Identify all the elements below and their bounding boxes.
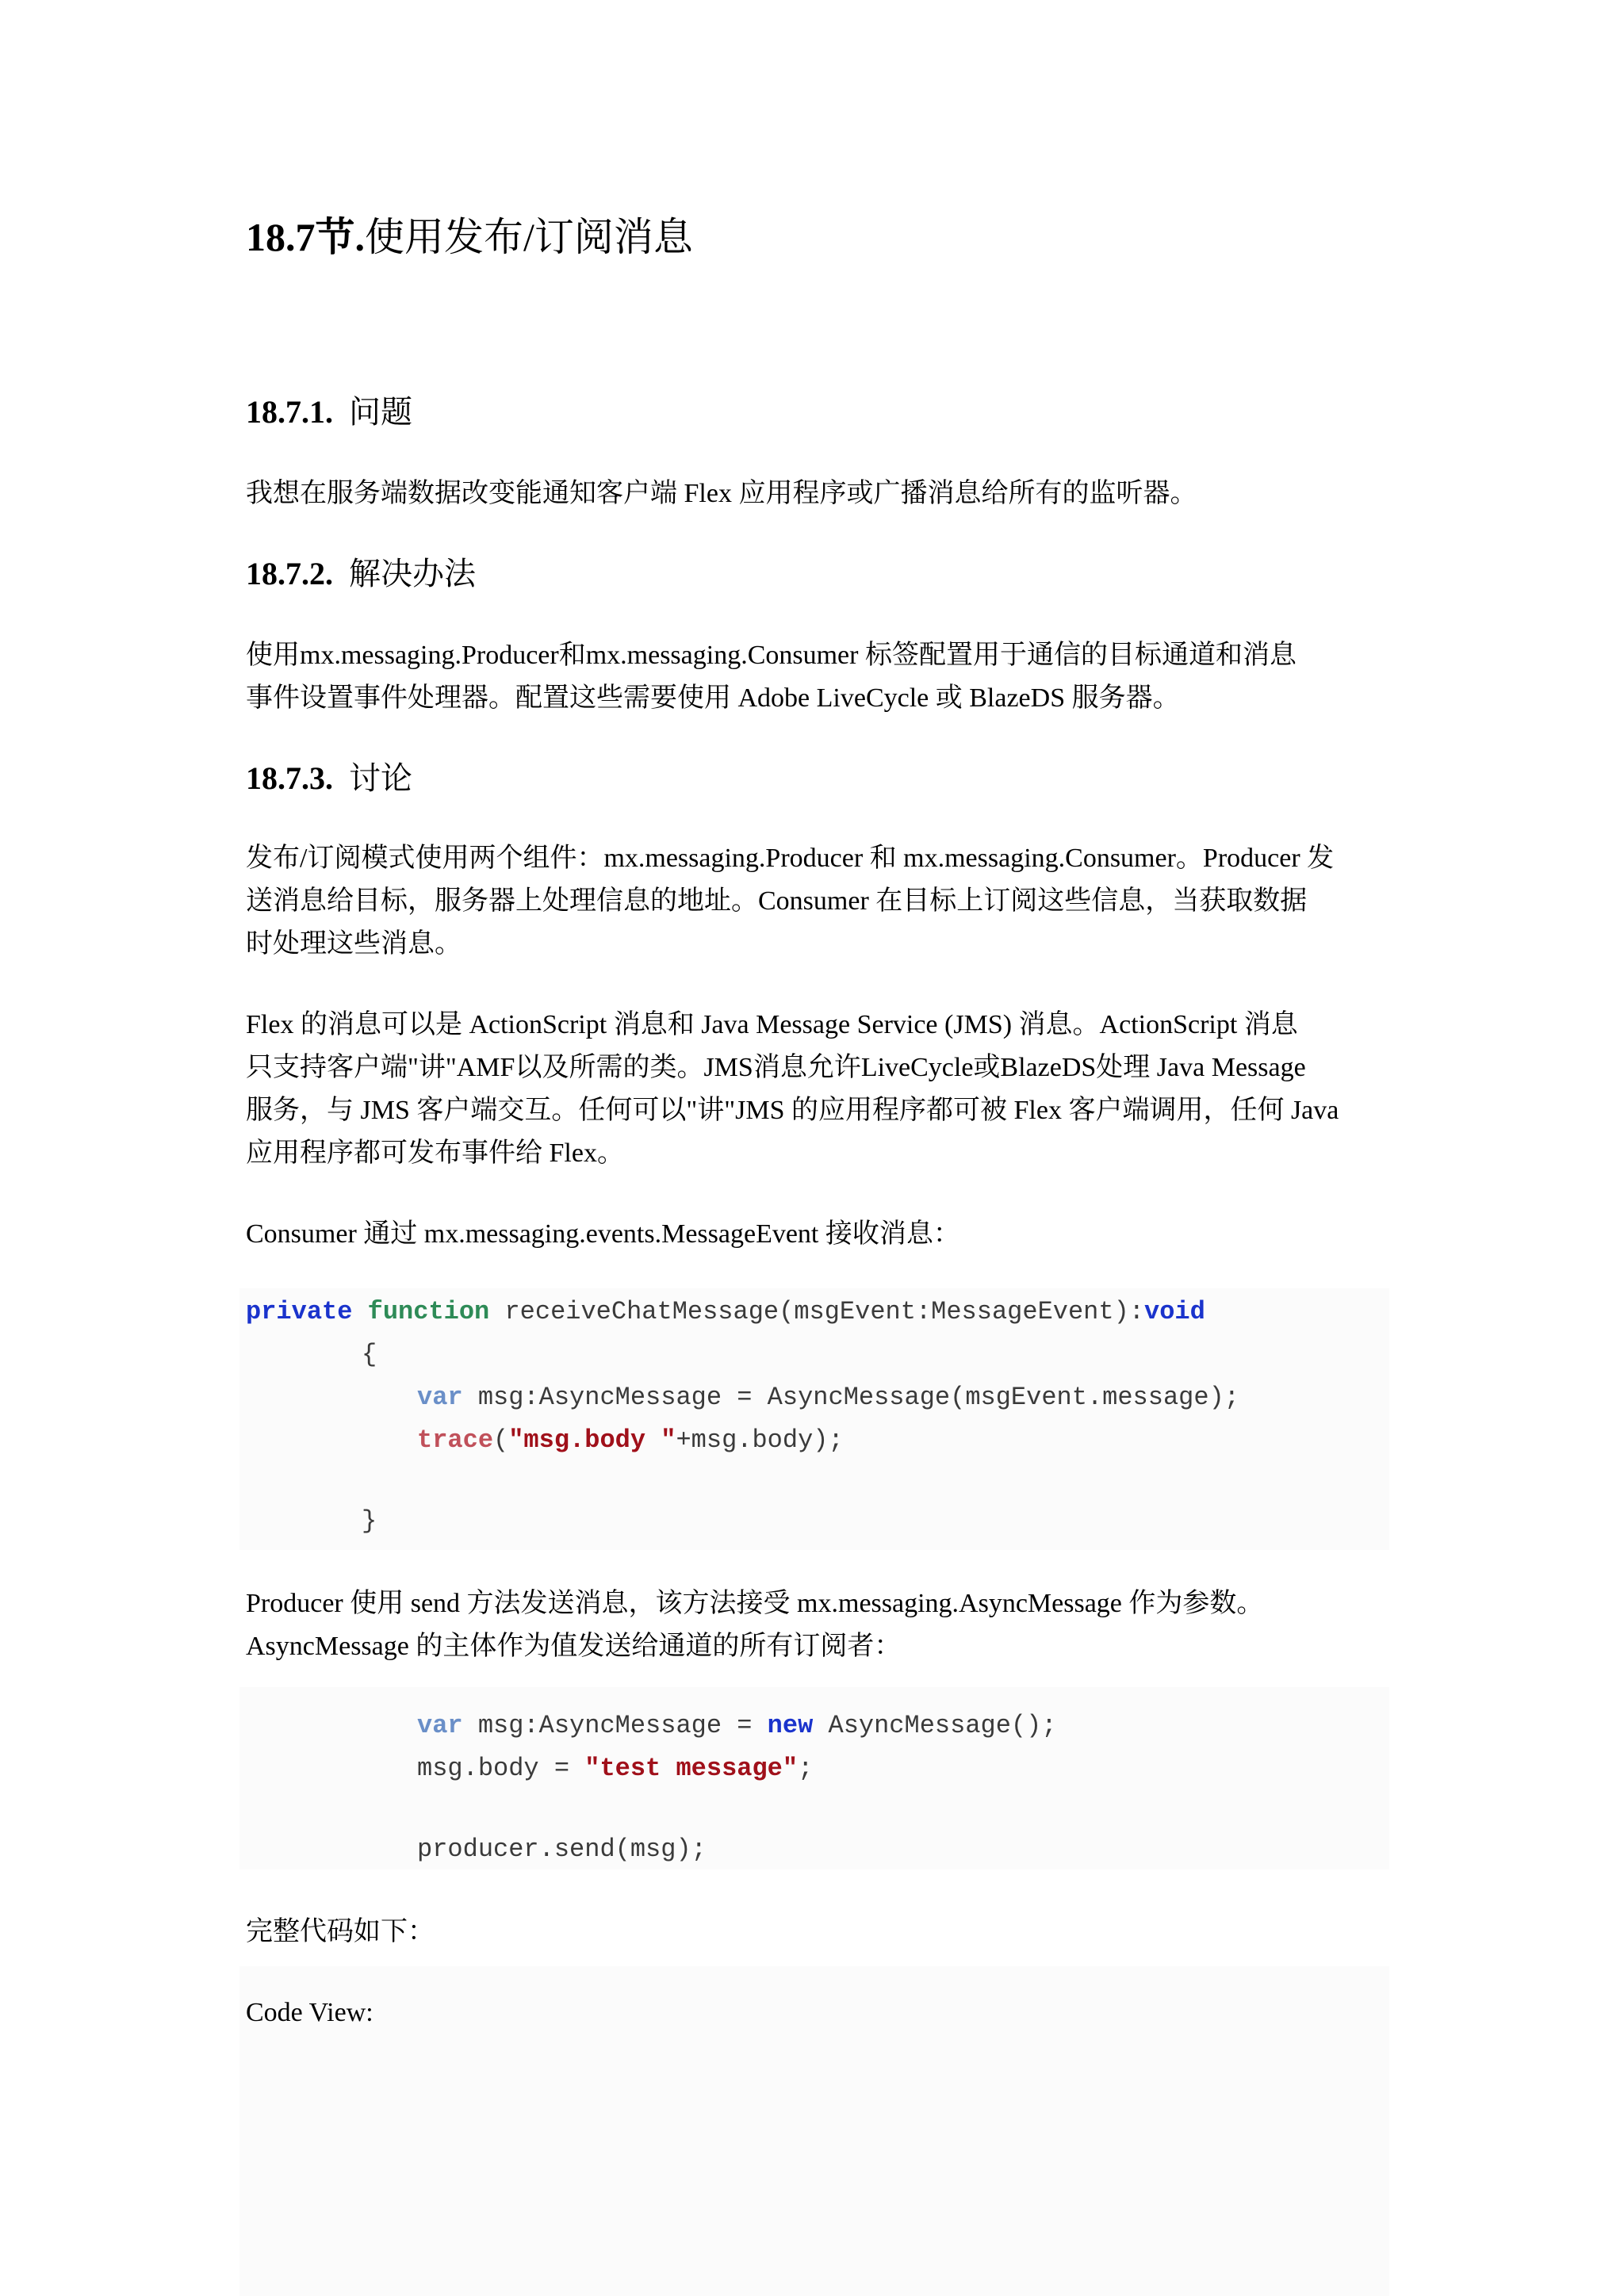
solution-title: 解决办法 [349, 556, 476, 591]
discussion-paragraph-1 [246, 837, 1380, 966]
discussion-line: 应用程序都可发布事件给 Flex。 [246, 1138, 624, 1168]
code-keyword: new [767, 1711, 814, 1740]
code-text: { [362, 1340, 377, 1369]
problem-text: 我想在服务端数据改变能通知客户端 Flex 应用程序或广播消息给所有的监听器。 [246, 479, 1197, 508]
code-line [362, 1334, 377, 1376]
discussion-paragraph-6 [246, 1992, 1380, 2034]
code-text: msg:AsyncMessage = AsyncMessage(msgEvent.message); [462, 1383, 1239, 1412]
code-line [417, 1705, 1057, 1747]
problem-title: 问题 [349, 394, 412, 430]
code-text: +msg.body); [676, 1425, 844, 1455]
code-keyword: void [1143, 1297, 1205, 1326]
discussion-line: 送消息给目标，服务器上处理信息的地址。Consumer 在目标上订阅这些信息，当获取数据 [246, 886, 1308, 916]
solution-heading [246, 550, 476, 598]
section-title [246, 208, 693, 266]
solution-paragraph [246, 634, 1380, 720]
code-keyword: trace [417, 1425, 494, 1455]
code-text: ( [493, 1425, 509, 1455]
discussion-line: 只支持客户端"讲"AMF以及所需的类。JMS消息允许LiveCycle或BlazeDS处理 Java Message [246, 1053, 1306, 1082]
code-text: msg.body = [417, 1754, 585, 1783]
code-keyword: function [367, 1297, 490, 1326]
discussion-paragraph-2 [246, 1004, 1380, 1175]
code-line [362, 1500, 377, 1543]
problem-number: 18.7.1. [246, 394, 333, 430]
discussion-line: Producer 使用 send 方法发送消息，该方法接受 mx.messaging.AsyncMessage 作为参数。 [246, 1589, 1264, 1618]
discussion-line: 发布/订阅模式使用两个组件：mx.messaging.Producer 和 mx.messaging.Consumer。Producer 发 [246, 844, 1335, 873]
discussion-line: Consumer 通过 mx.messaging.events.MessageEvent 接收消息： [246, 1219, 960, 1249]
solution-line: 使用mx.messaging.Producer和mx.messaging.Consumer 标签配置用于通信的目标通道和消息 [246, 641, 1297, 670]
code-text: AsyncMessage(); [813, 1711, 1057, 1740]
solution-line: 事件设置事件处理器。配置这些需要使用 Adobe LiveCycle 或 BlazeDS 服务器。 [246, 683, 1180, 713]
code-line [417, 1828, 707, 1871]
code-view-label: Code View: [246, 1998, 373, 2027]
code-line [417, 1747, 813, 1790]
code-text: ; [798, 1754, 814, 1783]
code-keyword: var [417, 1383, 463, 1412]
code-text: } [362, 1506, 377, 1536]
discussion-paragraph-4 [246, 1582, 1380, 1668]
discussion-line: 服务，与 JMS 客户端交互。任何可以"讲"JMS 的应用程序都可被 Flex 客户端调用，任何 Java [246, 1096, 1339, 1125]
discussion-paragraph-3 [246, 1213, 1380, 1256]
code-string: "test message" [584, 1754, 799, 1783]
discussion-title: 讨论 [349, 760, 412, 796]
discussion-number: 18.7.3. [246, 760, 333, 796]
section-number: 18.7节. [246, 215, 365, 259]
section-title-text: 使用发布/订阅消息 [365, 215, 693, 259]
code-line [246, 1291, 1205, 1334]
discussion-paragraph-5 [246, 1911, 1380, 1954]
code-string: "msg.body " [508, 1425, 676, 1455]
code-keyword: var [417, 1711, 463, 1740]
code-text: receiveChatMessage(msgEvent:MessageEvent): [489, 1297, 1144, 1326]
discussion-heading [246, 755, 412, 802]
problem-paragraph [246, 473, 1380, 515]
code-text: msg:AsyncMessage = [462, 1711, 768, 1740]
code-keyword: private [246, 1297, 353, 1326]
discussion-line: 时处理这些消息。 [246, 929, 462, 959]
solution-number: 18.7.2. [246, 556, 333, 591]
code-text: producer.send(msg); [417, 1835, 707, 1864]
code-line [417, 1376, 1239, 1419]
problem-heading [246, 388, 412, 436]
discussion-line: Flex 的消息可以是 ActionScript 消息和 Java Message Service (JMS) 消息。ActionScript 消息 [246, 1010, 1298, 1039]
code-line [417, 1419, 844, 1462]
discussion-line: 完整代码如下： [246, 1917, 435, 1946]
discussion-line: AsyncMessage 的主体作为值发送给通道的所有订阅者： [246, 1632, 902, 1661]
